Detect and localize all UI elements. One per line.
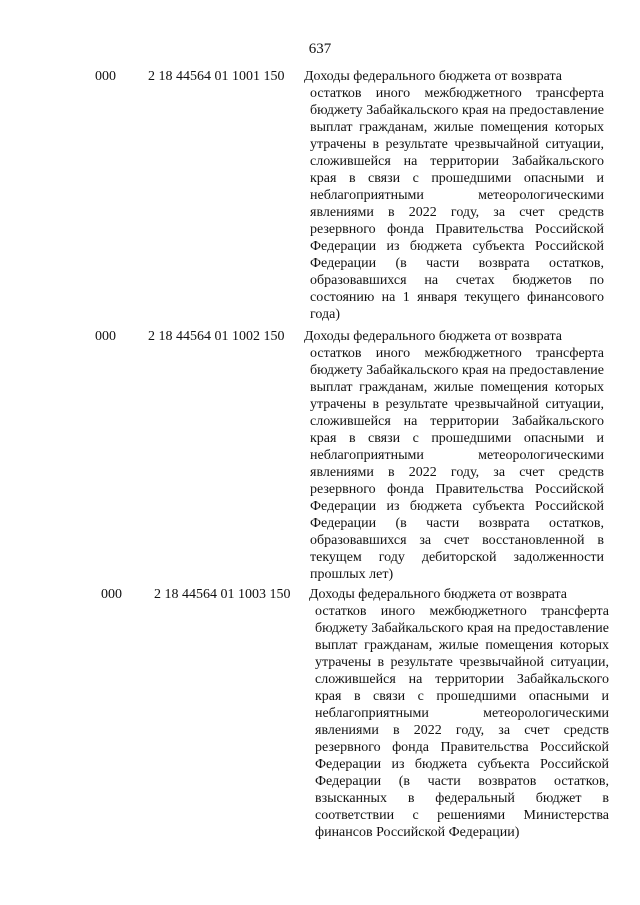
page-number: 637: [308, 41, 332, 57]
income-description: [304, 68, 604, 323]
budget-classification-code: 2 18 44564 01 1003 150: [154, 587, 291, 602]
budget-classification-code: 2 18 44564 01 1001 150: [148, 69, 285, 84]
income-description: [309, 586, 609, 841]
admin-code: 000: [95, 69, 116, 84]
description-continuation: остатков иного межбюджетного трансферта бюджету Забайкальского края на предоставление выплат гражданам, жилые помещения которых утрачены в результате чрезвычайной ситуации, сложившейся на территории Забайкальского края в связи с прошедшими опасными и неблагоприятными метеорологическими явлениями в 2022 году, за счет средств резервного фонда Правительства Российской Федерации из бюджета субъекта Российской Федерации (в части возврата остатков, образовавшихся за счет восстановленной в текущем году дебиторской задолженности прошлых лет): [310, 346, 604, 582]
description-first-line: Доходы федерального бюджета от возврата: [309, 587, 567, 602]
description-continuation: остатков иного межбюджетного трансферта бюджету Забайкальского края на предоставление выплат гражданам, жилые помещения которых утрачены в результате чрезвычайной ситуации, сложившейся на территории Забайкальского края в связи с прошедшими опасными и неблагоприятными метеорологическими явлениями в 2022 году, за счет средств резервного фонда Правительства Российской Федерации из бюджета субъекта Российской Федерации (в части возврата остатков, образовавшихся на счетах бюджетов по состоянию на 1 января текущего финансового года): [310, 86, 604, 322]
description-first-line: Доходы федерального бюджета от возврата: [304, 329, 562, 344]
description-continuation: остатков иного межбюджетного трансферта бюджету Забайкальского края на предоставление выплат гражданам, жилые помещения которых утрачены в результате чрезвычайной ситуации, сложившейся на территории Забайкальского края в связи с прошедшими опасными и неблагоприятными метеорологическими явлениями в 2022 году, за счет средств резервного фонда Правительства Российской Федерации из бюджета субъекта Российской Федерации (в части возвратов остатков, взысканных в федеральный бюджет в соответствии с решениями Министерства финансов Российской Федерации): [315, 604, 609, 840]
admin-code: 000: [95, 329, 116, 344]
admin-code: 000: [101, 587, 122, 602]
income-description: [304, 328, 604, 583]
budget-classification-code: 2 18 44564 01 1002 150: [148, 329, 285, 344]
description-first-line: Доходы федерального бюджета от возврата: [304, 69, 562, 84]
